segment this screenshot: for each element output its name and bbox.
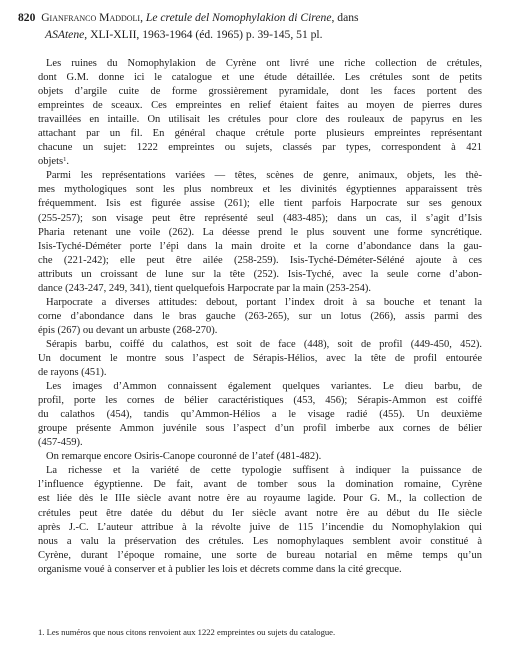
- text-line: du calathos (454), tandis qu’Ammon-Hélios a le visage radié (455). Un deuxième: [38, 409, 482, 421]
- review-body: [38, 57, 482, 577]
- text-line: dance (243-247, 249, 341), tient quelquefois Harpocrate par la main (253-254).: [38, 282, 371, 294]
- text-line: travaillées en intaille. On utilisait les crétules pour clore des rouleaux de papyrus en les: [38, 114, 482, 126]
- text-line: empreintes de sceaux. Ces empreintes en relief étaient faites au moyen de pierres dures: [38, 100, 482, 112]
- text-line: Cyrène, durant l’époque romaine, une sorte de bureau notarial en même temps qu’un: [38, 549, 482, 561]
- text-line-content: objets: [38, 156, 64, 168]
- text-line: après J.-C. L’auteur attribue à la révolte juive de 115 l’incendie du Nomophylakion qui: [38, 521, 482, 533]
- paragraph: [38, 169, 482, 295]
- paragraph: [38, 464, 482, 576]
- paragraph: [38, 338, 482, 380]
- text-line: [38, 155, 482, 169]
- text-line: Pharia retenant une voile (262). La déesse prend le plus souvent une forme syncrétique.: [38, 226, 482, 238]
- paragraph: [38, 380, 482, 450]
- footnote: 1. Les numéros que nous citons renvoient aux 1222 empreintes ou sujets du catalogue.: [38, 627, 336, 637]
- text-line: attachant par un fil. En général chaque crétule porte plusieurs empreintes représentant: [38, 128, 482, 140]
- text-line: Sérapis barbu, coiffé du calathos, est soit de face (448), soit de profil (449-450, 452).: [46, 338, 482, 350]
- paragraph: [38, 57, 482, 169]
- text-line: mes mythologiques sont les plus nombreux et les divinités égyptiennes apparaissent très: [38, 184, 482, 196]
- text-line: organisme voué à conserver et à publier les lois et décrets comme dans la cité grecque.: [38, 563, 402, 575]
- heading-line-2: [18, 26, 496, 43]
- text-line: épis (267) ou devant un arbuste (268-270).: [38, 324, 218, 336]
- text-line: dont G.M. donne ici le catalogue et une étude détaillée. Les crétules sont de petits: [38, 72, 482, 84]
- text-line-tail: .: [66, 156, 69, 168]
- text-line: La richesse et la variété de cette typologie suffisent à indiquer la puissance de: [46, 465, 482, 477]
- text-line: (457-459).: [38, 437, 83, 449]
- citation-details: , XLI-XLII, 1963-1964 (éd. 1965) p. 39-145, 51 pl.: [84, 28, 323, 41]
- text-line: Isis-Tyché-Déméter porte l’épi dans la main droite et la corne d’abondance dans la gau-: [38, 240, 482, 252]
- journal-name: ASAtene: [45, 28, 85, 41]
- text-line: corne d’abondance dans le bras gauche (263-265), sur un lotus (266), assis parmi des: [38, 310, 482, 322]
- text-line: Un document le montre sous l’aspect de Sérapis-Hélios, avec la tête de profil entourée: [38, 352, 482, 364]
- text-line: fréquemment. Isis est figurée assise (261); elle tient parfois Harpocrate sur ses genoux: [38, 198, 482, 210]
- title-trailer: , dans: [331, 11, 359, 24]
- text-line: est liée dès le IIIe siècle avant notre ère au royaume lagide. Pour G. M., la collection de: [38, 493, 482, 505]
- text-line: profil, porte les cornes de bélier caractéristiques (453, 456); Sérapis-Ammon est coiffé: [38, 395, 482, 407]
- text-line: de rayons (451).: [38, 367, 107, 379]
- text-line: chacune un sujet: 1222 empreintes ou sujets, classés par types, correspondent à 421: [38, 142, 482, 154]
- paragraph: [38, 450, 482, 464]
- text-line: Les images d’Ammon connaissent également quelques variantes. Le dieu barbu, de: [46, 381, 482, 393]
- text-line: l’influence égyptienne. De fait, avant de tomber sous la domination romaine, Cyrène: [38, 479, 482, 491]
- text-line: crétules peut être datée du début du Ier siècle avant notre ère au début du IIe siècle: [38, 507, 482, 519]
- footnote-marker: 1: [63, 156, 67, 164]
- text-line: On remarque encore Osiris-Canope couronné de l’atef (481-482).: [46, 451, 322, 463]
- text-line: attributs un croissant de lune sur la tête (252). Isis-Tyché, avec la seule corne d’abon-: [38, 268, 482, 280]
- page-number: 820: [18, 11, 36, 24]
- text-line: Les ruines du Nomophylakion de Cyrène ont livré une riche collection de crétules,: [46, 58, 482, 69]
- text-line: nous a valu la préservation des crétules. Les nomophylaques semblent avoir constitué à: [38, 535, 482, 547]
- paragraph: [38, 296, 482, 338]
- article-title: Le cretule del Nomophylakion di Cirene: [145, 11, 332, 24]
- heading-line-1: [18, 9, 496, 26]
- author-name: Gianfranco Maddoli,: [41, 11, 143, 24]
- text-line: Parmi les représentations variées — têtes, scènes de genre, animaux, objets, les thè-: [46, 170, 482, 182]
- bibliographic-heading: [18, 9, 496, 43]
- text-line: (255-257); son visage peut être représenté seul (483-485); dans un cas, il s’agit d’Isis: [38, 212, 482, 224]
- text-line: objets d’argile cuite de forme grossièrement pyramidale, dont les faces portent des: [38, 86, 482, 98]
- text-line: Harpocrate a diverses attitudes: debout, portant l’index droit à sa bouche et tenant la: [46, 296, 482, 308]
- text-line: che (221-242); elle peut être ailée (258-259). Isis-Tyché-Déméter-Séléné ajoute à ces: [38, 254, 482, 266]
- text-line: groupe présente Ammon juvénile sous l’aspect d’un profil imberbe aux cornes de bélier: [38, 423, 482, 435]
